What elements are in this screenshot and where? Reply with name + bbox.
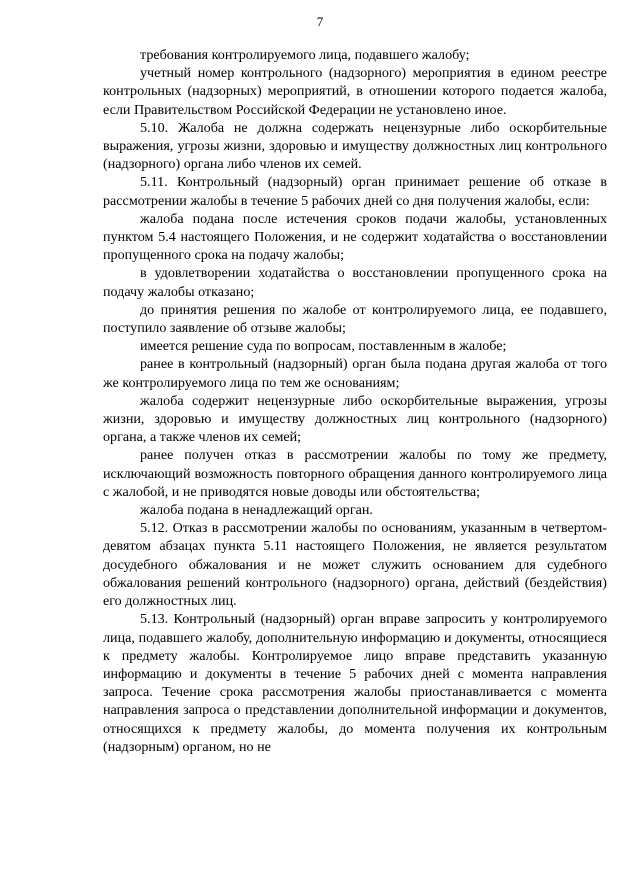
paragraph-5-11-item-3: до принятия решения по жалобе от контролируемого лица, ее подавшего, поступило заявление об отзыве жалобы; bbox=[103, 301, 607, 337]
paragraph-5-11-item-8: жалоба подана в ненадлежащий орган. bbox=[140, 502, 373, 519]
paragraph-5-11-item-6: жалоба содержит нецензурные либо оскорбительные выражения, угрозы жизни, здоровью и имуществу должностных лиц контрольного (надзорного) органа, а также членов их семей; bbox=[103, 392, 607, 446]
document-body bbox=[103, 46, 607, 756]
paragraph-5-11-item-7: ранее получен отказ в рассмотрении жалобы по тому же предмету, исключающий возможность повторного обращения данного контролируемого лица с жалобой, и не приводятся новые доводы или обстоятельства; bbox=[103, 447, 607, 500]
paragraph-5-12: 5.12. Отказ в рассмотрении жалобы по основаниям, указанным в четвертом-девятом абзацах пункта 5.11 настоящего Положения, не является результатом досудебного обжалования и не может служить основанием для судебного обжалования решений контрольного (надзорного) органа, действий (бездействия) его должностных лиц. bbox=[103, 520, 607, 610]
paragraph-5-11-item-4: имеется решение суда по вопросам, поставленным в жалобе; bbox=[140, 338, 507, 355]
paragraph-5-11: 5.11. Контрольный (надзорный) орган принимает решение об отказе в рассмотрении жалобы в течение 5 рабочих дней со дня получения жалобы, если: bbox=[103, 174, 607, 209]
paragraph-5-11-item-2: в удовлетворении ходатайства о восстановлении пропущенного срока на подачу жалобы отказано; bbox=[103, 265, 607, 300]
paragraph-2: учетный номер контрольного (надзорного) мероприятия в едином реестре контрольных (надзорных) мероприятий, в отношении которого подается жалоба, если Правительством Российской Федерации не установлено иное. bbox=[103, 65, 607, 118]
paragraph-5-11-item-5: ранее в контрольный (надзорный) орган была подана другая жалоба от того же контролируемого лица по тем же основаниям; bbox=[103, 356, 607, 391]
page-number: 7 bbox=[316, 14, 324, 29]
paragraph-5-11-item-1: жалоба подана после истечения сроков подачи жалобы, установленных пунктом 5.4 настоящего Положения, и не содержит ходатайства о восстановлении пропущенного срока на подачу жалобы; bbox=[103, 210, 607, 264]
paragraph-1: требования контролируемого лица, подавшего жалобу; bbox=[140, 47, 470, 63]
paragraph-5-10: 5.10. Жалоба не должна содержать нецензурные либо оскорбительные выражения, угрозы жизни, здоровью и имуществу должностных лиц контрольного (надзорного) органа либо членов их семей. bbox=[103, 119, 607, 173]
paragraph-5-13: 5.13. Контрольный (надзорный) орган вправе запросить у контролируемого лица, подавшего жалобу, дополнительную информацию и документы, относящиеся к предмету жалобы. Контролируемое лицо вправе представить указанную информацию и документы в течение 5 рабочих дней с момента направления запроса. Течение срока рассмотрения жалобы приостанавливается с момента направления запроса о представлении дополнительной информации и документов, относящихся к предмету жалобы, до момента получения их контрольным (надзорным) органом, но не bbox=[103, 611, 607, 755]
